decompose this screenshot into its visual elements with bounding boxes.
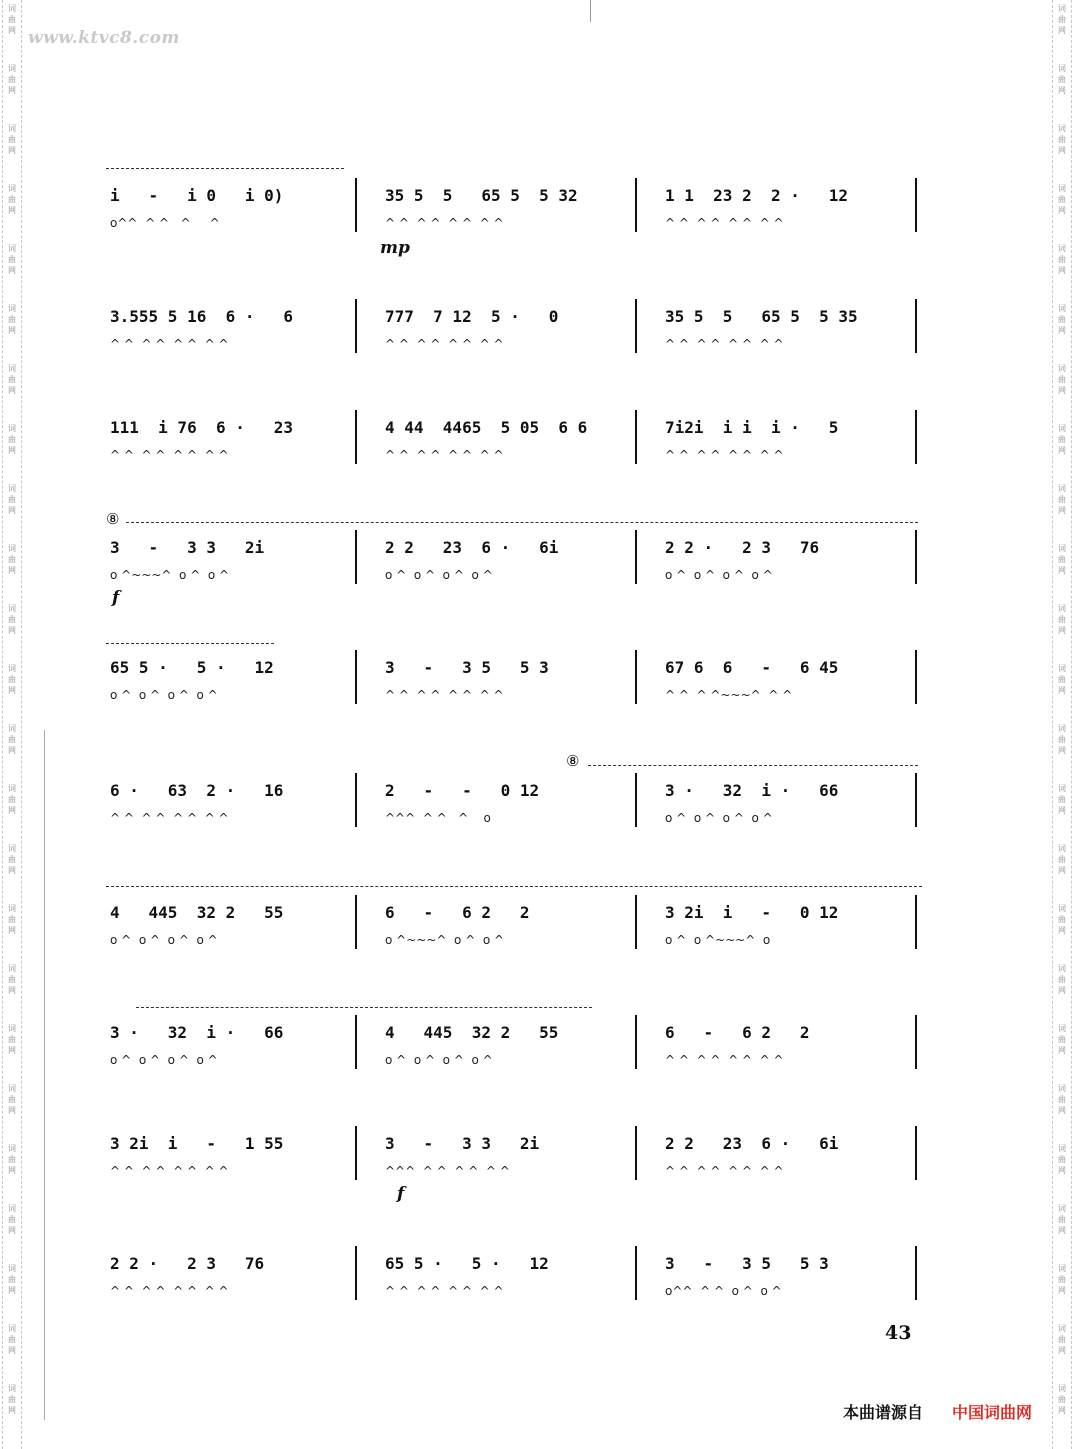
measure-notes: 35 5 5 65 5 5 32 <box>385 186 578 205</box>
watermark-char: 网 <box>1058 1106 1066 1115</box>
watermark-char: 网 <box>1058 1286 1066 1295</box>
score-row <box>100 658 920 728</box>
watermark-char: 曲 <box>1058 1395 1066 1404</box>
barline <box>915 1015 917 1069</box>
measure-articulation: ^ ^ ^ ^ ^ ^ ^ ^ <box>385 337 504 351</box>
watermark-char: 曲 <box>8 135 16 144</box>
margin-rule <box>44 730 45 1420</box>
barline <box>915 1126 917 1180</box>
watermark-char: 词 <box>8 1084 16 1093</box>
watermark-char: 词 <box>8 484 16 493</box>
score-row <box>100 1023 920 1093</box>
watermark-char: 词 <box>1058 1204 1066 1213</box>
watermark-char: 网 <box>1058 1346 1066 1355</box>
score-row <box>100 1254 920 1324</box>
watermark-char: 词 <box>8 604 16 613</box>
watermark-char: 曲 <box>8 1095 16 1104</box>
measure-notes: 65 5 · 5 · 12 <box>385 1254 549 1273</box>
watermark-char: 网 <box>8 1166 16 1175</box>
score-row <box>100 781 920 851</box>
watermark-char: 词 <box>8 124 16 133</box>
barline <box>635 1015 637 1069</box>
watermark-char: 网 <box>1058 866 1066 875</box>
measure-notes: 111 i 76 6 · 23 <box>110 418 294 437</box>
measure-notes: 6 · 63 2 · 16 <box>110 781 284 800</box>
watermark-char: 曲 <box>1058 435 1066 444</box>
notation-line <box>100 1134 920 1164</box>
watermark-char: 网 <box>1058 1226 1066 1235</box>
watermark-char: 曲 <box>1058 255 1066 264</box>
watermark-char: 曲 <box>8 15 16 24</box>
credit-prefix: 本曲谱源自 <box>843 1403 924 1422</box>
watermark-char: 词 <box>1058 604 1066 613</box>
barline <box>355 299 357 353</box>
watermark-char: 词 <box>8 1024 16 1033</box>
measure-notes: 4 445 32 2 55 <box>110 903 284 922</box>
score-row <box>100 186 920 256</box>
watermark-char: 曲 <box>1058 315 1066 324</box>
watermark-char: 曲 <box>8 1215 16 1224</box>
articulation-line <box>100 1284 920 1304</box>
measure-articulation: ^ ^ ^ ^ ^ ^ ^ ^ <box>665 216 784 230</box>
watermark-char: 词 <box>8 784 16 793</box>
watermark-char: 网 <box>8 1226 16 1235</box>
watermark-char: 网 <box>8 806 16 815</box>
barline <box>915 410 917 464</box>
watermark-char: 曲 <box>1058 375 1066 384</box>
watermark-char: 曲 <box>8 795 16 804</box>
measure-articulation: ^ ^ ^ ^ ^ ^ ^ ^ <box>110 811 229 825</box>
watermark-char: 词 <box>1058 844 1066 853</box>
watermark-char: 网 <box>1058 86 1066 95</box>
barline <box>915 895 917 949</box>
watermark-char: 曲 <box>1058 195 1066 204</box>
measure-articulation: o ^ o ^ o ^ o ^ <box>110 688 218 702</box>
watermark-char: 网 <box>1058 746 1066 755</box>
watermark-char: 曲 <box>1058 975 1066 984</box>
watermark-char: 曲 <box>8 1395 16 1404</box>
measure-articulation: o ^ o ^ o ^ o ^ <box>665 811 773 825</box>
watermark-char: 曲 <box>1058 735 1066 744</box>
watermark-char: 网 <box>8 506 16 515</box>
measure-notes: i - i 0 i 0) <box>110 186 284 205</box>
measure-articulation: o ^ o ^ o ^ o ^ <box>665 568 773 582</box>
watermark-char: 词 <box>8 664 16 673</box>
watermark-char: 曲 <box>1058 1275 1066 1284</box>
measure-articulation: ^ ^ ^ ^ ^ ^ ^ ^ <box>385 448 504 462</box>
watermark-char: 词 <box>8 964 16 973</box>
octave-line <box>106 886 922 887</box>
watermark-char: 曲 <box>8 375 16 384</box>
barline <box>635 299 637 353</box>
watermark-char: 网 <box>8 446 16 455</box>
watermark-char: 网 <box>8 626 16 635</box>
barline <box>355 410 357 464</box>
watermark-char: 曲 <box>8 1275 16 1284</box>
watermark-char: 网 <box>1058 806 1066 815</box>
watermark-char: 词 <box>1058 724 1066 733</box>
notation-line <box>100 781 920 811</box>
watermark-char: 词 <box>8 544 16 553</box>
watermark-char: 词 <box>8 1384 16 1393</box>
watermark-char: 曲 <box>1058 675 1066 684</box>
watermark-char: 词 <box>8 1264 16 1273</box>
measure-articulation: o ^ o ^ o ^ o ^ <box>110 933 218 947</box>
measure-notes: 65 5 · 5 · 12 <box>110 658 274 677</box>
barline <box>635 530 637 584</box>
articulation-line <box>100 568 920 588</box>
articulation-line <box>100 448 920 468</box>
watermark-char: 词 <box>1058 1384 1066 1393</box>
watermark-char: 曲 <box>1058 915 1066 924</box>
watermark-char: 词 <box>1058 184 1066 193</box>
measure-notes: 2 2 23 6 · 6i <box>665 1134 839 1153</box>
measure-articulation: ^ ^ ^ ^ ^ ^ ^ ^ <box>110 1284 229 1298</box>
watermark-char: 曲 <box>1058 1095 1066 1104</box>
watermark-char: 曲 <box>1058 555 1066 564</box>
measure-articulation: ^^^ ^ ^ ^ ^ ^ ^ <box>385 1164 510 1178</box>
watermark-char: 网 <box>1058 446 1066 455</box>
measure-notes: 67 6 6 - 6 45 <box>665 658 839 677</box>
watermark-char: 网 <box>8 566 16 575</box>
barline <box>355 1246 357 1300</box>
watermark-char: 曲 <box>8 255 16 264</box>
watermark-char: 词 <box>1058 1084 1066 1093</box>
credit-site-link[interactable]: 中国词曲网 <box>952 1403 1033 1422</box>
measure-notes: 3 - 3 3 2i <box>110 538 265 557</box>
rehearsal-mark: ⑧ <box>566 752 580 770</box>
watermark-char: 曲 <box>8 915 16 924</box>
watermark-char: 词 <box>1058 1264 1066 1273</box>
watermark-char: 词 <box>8 1204 16 1213</box>
dynamic-mark: mp <box>380 238 410 258</box>
watermark-char: 词 <box>1058 1144 1066 1153</box>
watermark-char: 网 <box>8 1346 16 1355</box>
watermark-char: 词 <box>1058 904 1066 913</box>
barline <box>635 1126 637 1180</box>
watermark-char: 词 <box>1058 304 1066 313</box>
watermark-char: 网 <box>8 1286 16 1295</box>
octave-line <box>588 765 918 766</box>
measure-articulation: o ^ o ^ o ^ o ^ <box>385 1053 493 1067</box>
right-watermark-strip <box>1052 0 1072 1449</box>
articulation-line <box>100 1053 920 1073</box>
watermark-char: 曲 <box>1058 75 1066 84</box>
watermark-char: 词 <box>8 1324 16 1333</box>
watermark-char: 曲 <box>1058 135 1066 144</box>
measure-articulation: o^^ ^ ^ ^ ^ <box>110 216 220 230</box>
watermark-char: 词 <box>1058 124 1066 133</box>
notation-line <box>100 186 920 216</box>
watermark-char: 词 <box>8 244 16 253</box>
watermark-char: 曲 <box>8 615 16 624</box>
measure-articulation: ^ ^ ^ ^ ^ ^ ^ ^ <box>110 448 229 462</box>
octave-line <box>106 643 274 644</box>
watermark-char: 网 <box>8 326 16 335</box>
measure-articulation: ^ ^ ^ ^ ^ ^ ^ ^ <box>110 1164 229 1178</box>
score-row <box>100 1134 920 1204</box>
watermark-char: 网 <box>8 1046 16 1055</box>
score-row <box>100 307 920 377</box>
watermark-char: 词 <box>8 64 16 73</box>
watermark-char: 网 <box>1058 926 1066 935</box>
measure-notes: 3 - 3 5 5 3 <box>385 658 549 677</box>
watermark-char: 网 <box>8 206 16 215</box>
watermark-char: 词 <box>8 1144 16 1153</box>
watermark-char: 词 <box>1058 64 1066 73</box>
octave-line <box>136 1007 592 1008</box>
measure-notes: 2 2 23 6 · 6i <box>385 538 559 557</box>
measure-notes: 3 2i i - 0 12 <box>665 903 839 922</box>
watermark-char: 网 <box>1058 326 1066 335</box>
measure-notes: 4 44 4465 5 05 6 6 <box>385 418 588 437</box>
page-number: 43 <box>885 1322 912 1344</box>
barline <box>635 1246 637 1300</box>
watermark-char: 曲 <box>1058 15 1066 24</box>
measure-articulation: ^ ^ ^ ^ ^ ^ ^ ^ <box>665 337 784 351</box>
score-row <box>100 538 920 608</box>
barline <box>355 773 357 827</box>
barline <box>355 1126 357 1180</box>
measure-notes: 3 · 32 i · 66 <box>110 1023 284 1042</box>
barline <box>635 773 637 827</box>
barline <box>355 895 357 949</box>
watermark-char: 曲 <box>8 435 16 444</box>
watermark-char: 曲 <box>1058 1035 1066 1044</box>
measure-notes: 777 7 12 5 · 0 <box>385 307 559 326</box>
notation-line <box>100 538 920 568</box>
measure-articulation: o ^~~~^ o ^ o ^ <box>110 568 230 582</box>
watermark-char: 曲 <box>1058 855 1066 864</box>
measure-articulation: ^ ^ ^ ^ ^ ^ ^ ^ <box>665 1164 784 1178</box>
watermark-char: 网 <box>8 686 16 695</box>
notation-line <box>100 418 920 448</box>
watermark-char: 词 <box>8 424 16 433</box>
measure-articulation: ^ ^ ^ ^ ^ ^ ^ ^ <box>665 1053 784 1067</box>
measure-articulation: o ^ o ^ o ^ o ^ <box>110 1053 218 1067</box>
watermark-char: 词 <box>1058 664 1066 673</box>
watermark-char: 曲 <box>8 735 16 744</box>
watermark-char: 网 <box>1058 266 1066 275</box>
barline <box>915 650 917 704</box>
watermark-char: 曲 <box>1058 1335 1066 1344</box>
watermark-char: 曲 <box>8 855 16 864</box>
watermark-char: 词 <box>1058 544 1066 553</box>
watermark-char: 词 <box>1058 4 1066 13</box>
watermark-char: 网 <box>8 86 16 95</box>
watermark-char: 网 <box>8 26 16 35</box>
watermark-char: 网 <box>1058 566 1066 575</box>
watermark-char: 网 <box>1058 626 1066 635</box>
measure-articulation: ^ ^ ^ ^ ^ ^ ^ ^ <box>385 688 504 702</box>
watermark-char: 网 <box>8 926 16 935</box>
watermark-char: 词 <box>1058 964 1066 973</box>
watermark-char: 曲 <box>1058 1215 1066 1224</box>
watermark-char: 网 <box>8 986 16 995</box>
watermark-char: 网 <box>8 386 16 395</box>
watermark-char: 词 <box>8 4 16 13</box>
watermark-char: 网 <box>8 866 16 875</box>
measure-notes: 3 - 3 3 2i <box>385 1134 540 1153</box>
barline <box>915 1246 917 1300</box>
watermark-char: 网 <box>1058 1046 1066 1055</box>
measure-notes: 2 - - 0 12 <box>385 781 540 800</box>
watermark-char: 曲 <box>8 1155 16 1164</box>
watermark-char: 曲 <box>8 495 16 504</box>
watermark-char: 网 <box>1058 386 1066 395</box>
watermark-char: 网 <box>1058 206 1066 215</box>
measure-articulation: ^ ^ ^ ^ ^ ^ ^ ^ <box>385 1284 504 1298</box>
articulation-line <box>100 811 920 831</box>
barline <box>635 895 637 949</box>
watermark-char: 曲 <box>8 675 16 684</box>
measure-notes: 6 - 6 2 2 <box>385 903 530 922</box>
watermark-char: 网 <box>1058 506 1066 515</box>
measure-notes: 2 2 · 2 3 76 <box>665 538 820 557</box>
measure-notes: 6 - 6 2 2 <box>665 1023 810 1042</box>
watermark-char: 词 <box>8 364 16 373</box>
barline <box>915 178 917 232</box>
barline <box>915 530 917 584</box>
barline <box>915 773 917 827</box>
watermark-char: 网 <box>1058 1406 1066 1415</box>
watermark-char: 词 <box>8 184 16 193</box>
left-watermark-strip <box>2 0 22 1449</box>
watermark-char: 网 <box>8 146 16 155</box>
watermark-char: 词 <box>8 904 16 913</box>
articulation-line <box>100 1164 920 1184</box>
measure-articulation: o ^ o ^ o ^ o ^ <box>385 568 493 582</box>
measure-articulation: ^ ^ ^ ^ ^ ^ ^ ^ <box>110 337 229 351</box>
barline <box>635 650 637 704</box>
measure-articulation: ^ ^ ^ ^ ^ ^ ^ ^ <box>385 216 504 230</box>
watermark-char: 曲 <box>8 1335 16 1344</box>
measure-articulation: o ^ o ^~~~^ o <box>665 933 771 947</box>
score-row <box>100 903 920 973</box>
measure-notes: 3 - 3 5 5 3 <box>665 1254 829 1273</box>
measure-articulation: o^^ ^ ^ o ^ o ^ <box>665 1284 782 1298</box>
watermark-char: 网 <box>1058 686 1066 695</box>
measure-articulation: ^ ^ ^ ^~~~^ ^ ^ <box>665 688 793 702</box>
measure-articulation: ^ ^ ^ ^ ^ ^ ^ ^ <box>665 448 784 462</box>
barline <box>355 530 357 584</box>
watermark-char: 网 <box>1058 986 1066 995</box>
barline <box>915 299 917 353</box>
articulation-line <box>100 933 920 953</box>
measure-notes: 7i2i i i i · 5 <box>665 418 839 437</box>
barline <box>355 1015 357 1069</box>
watermark-char: 曲 <box>8 315 16 324</box>
measure-notes: 3.555 5 16 6 · 6 <box>110 307 294 326</box>
crop-mark <box>590 0 591 22</box>
watermark-char: 网 <box>1058 146 1066 155</box>
barline <box>355 650 357 704</box>
articulation-line <box>100 216 920 236</box>
notation-line <box>100 1023 920 1053</box>
watermark-char: 词 <box>1058 244 1066 253</box>
measure-notes: 1 1 23 2 2 · 12 <box>665 186 849 205</box>
octave-line <box>106 168 344 169</box>
watermark-char: 曲 <box>1058 615 1066 624</box>
watermark-char: 词 <box>1058 484 1066 493</box>
measure-notes: 2 2 · 2 3 76 <box>110 1254 265 1273</box>
measure-notes: 3 2i i - 1 55 <box>110 1134 284 1153</box>
notation-line <box>100 1254 920 1284</box>
dynamic-mark: f <box>397 1184 405 1204</box>
watermark-char: 词 <box>8 304 16 313</box>
notation-line <box>100 307 920 337</box>
watermark-char: 网 <box>8 746 16 755</box>
watermark-char: 网 <box>1058 1166 1066 1175</box>
watermark-char: 曲 <box>8 195 16 204</box>
watermark-char: 词 <box>8 844 16 853</box>
rehearsal-mark: ⑧ <box>106 510 120 528</box>
watermark-char: 词 <box>1058 1024 1066 1033</box>
watermark-char: 网 <box>1058 26 1066 35</box>
octave-line <box>126 522 918 523</box>
measure-notes: 35 5 5 65 5 5 35 <box>665 307 858 326</box>
watermark-char: 词 <box>8 724 16 733</box>
watermark-char: 曲 <box>1058 1155 1066 1164</box>
watermark-char: 词 <box>1058 784 1066 793</box>
watermark-char: 曲 <box>8 1035 16 1044</box>
measure-notes: 3 · 32 i · 66 <box>665 781 839 800</box>
watermark-url: www.ktvc8.com <box>28 28 180 48</box>
articulation-line <box>100 688 920 708</box>
barline <box>355 178 357 232</box>
measure-articulation: o ^~~~^ o ^ o ^ <box>385 933 505 947</box>
watermark-char: 曲 <box>8 555 16 564</box>
notation-line <box>100 903 920 933</box>
score-row <box>100 418 920 488</box>
watermark-char: 网 <box>8 1406 16 1415</box>
watermark-char: 词 <box>1058 364 1066 373</box>
watermark-char: 词 <box>1058 424 1066 433</box>
watermark-char: 网 <box>8 266 16 275</box>
measure-notes: 4 445 32 2 55 <box>385 1023 559 1042</box>
notation-line <box>100 658 920 688</box>
watermark-char: 曲 <box>8 75 16 84</box>
articulation-line <box>100 337 920 357</box>
barline <box>635 410 637 464</box>
watermark-char: 网 <box>8 1106 16 1115</box>
measure-articulation: ^^^ ^ ^ ^ o <box>385 811 491 825</box>
watermark-char: 曲 <box>8 975 16 984</box>
watermark-char: 词 <box>1058 1324 1066 1333</box>
watermark-char: 曲 <box>1058 795 1066 804</box>
barline <box>635 178 637 232</box>
watermark-char: 曲 <box>1058 495 1066 504</box>
dynamic-mark: f <box>112 588 120 608</box>
